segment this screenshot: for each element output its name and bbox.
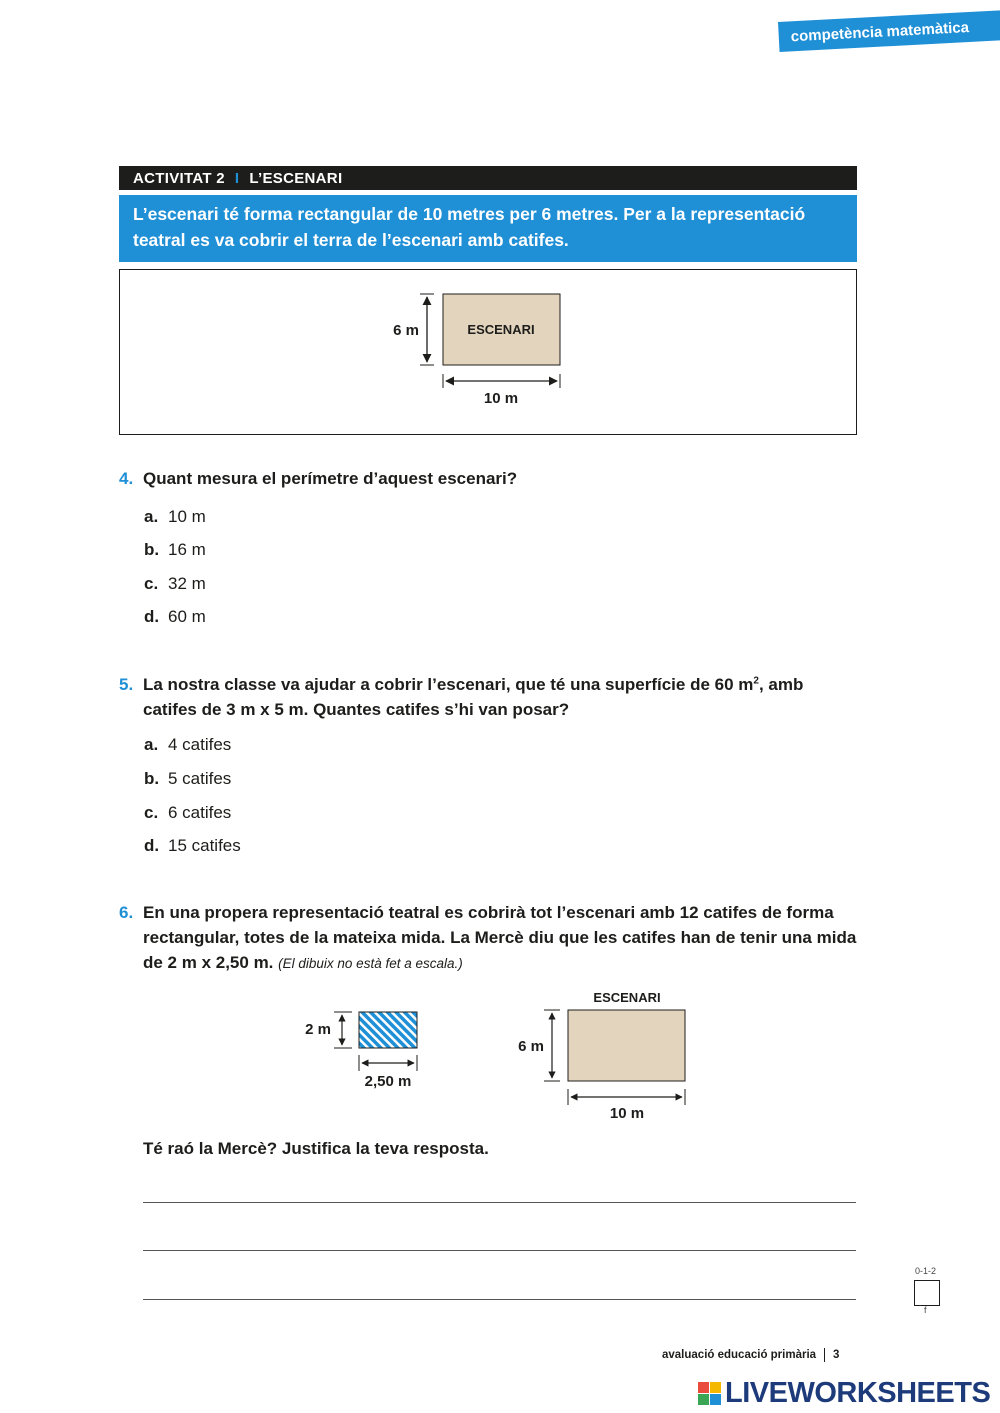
stage2-label: ESCENARI: [593, 990, 661, 1005]
q4-option-a[interactable]: a. 10 m: [144, 507, 206, 526]
question-6: [119, 900, 859, 976]
score-scale: 0-1-2: [915, 1266, 937, 1276]
width-label: 10 m: [483, 390, 519, 407]
stage2-rect: [568, 1010, 685, 1081]
activity-title: L’ESCENARI: [249, 169, 343, 187]
q5-option-c[interactable]: c. 6 catifes: [144, 803, 232, 822]
q4-option-c[interactable]: c. 32 m: [144, 574, 206, 593]
question-text: La nostra classe va ajudar a cobrir l’escenari, que té una superfície de 60 $m^2$, amb catifes de 3 m x 5 m. Quantes catifes s’hi van posar?: [143, 675, 804, 719]
carpet-width-label: 2,50 m: [364, 1073, 412, 1090]
question-4: [119, 466, 859, 491]
stage-figure: [120, 270, 856, 434]
q4-option-b[interactable]: b. 16 m: [144, 540, 206, 559]
q5-option-d[interactable]: d. 15 catifes: [144, 836, 241, 855]
answer-line-1[interactable]: [143, 1202, 856, 1203]
question-text: Quant mesura el perímetre d’aquest escenari?: [143, 469, 518, 488]
score-code: f: [924, 1305, 927, 1315]
competencia-tag: competència matemàtica: [778, 10, 1000, 52]
stage-label: ESCENARI: [467, 322, 535, 337]
stage2-height-label: 6 m: [518, 1038, 544, 1055]
q5-option-b[interactable]: b. 5 catifes: [144, 769, 232, 788]
intro-text: L’escenari té forma rectangular de 10 metres per 6 metres. Per a la representació teatral es va cobrir el terra de l’escenari amb catifes.: [119, 195, 857, 262]
q6-prompt: Té raó la Mercè? Justifica la teva resposta.: [143, 1139, 489, 1158]
question-number: 5.: [119, 675, 134, 694]
activity-header: [119, 166, 857, 190]
question-number: 4.: [119, 469, 134, 488]
height-label: 6 m: [393, 322, 419, 339]
carpet-and-stage-figure: [290, 985, 710, 1125]
footer-divider: [824, 1348, 825, 1362]
carpet-rect: [359, 1012, 417, 1048]
footer-text: avaluació educació primària: [662, 1349, 817, 1362]
q4-option-d[interactable]: d. 60 m: [144, 607, 206, 626]
answer-line-3[interactable]: [143, 1299, 856, 1300]
scale-note: (El dibuix no està fet a escala.): [278, 956, 463, 971]
activity-separator: I: [234, 169, 240, 187]
stage-figure-box: [119, 269, 857, 435]
q5-option-a[interactable]: a. 4 catifes: [144, 735, 232, 754]
question-text: En una propera representació teatral es cobrirà tot l’escenari amb 12 catifes de forma rectangular, totes de la mateixa mida. La Mercè diu que les catifes han de tenir una mida de 2 m x 2,50 m. (El dibuix no està fet a escala.): [143, 903, 857, 972]
liveworksheets-logo-icon: [698, 1382, 721, 1405]
activity-label: ACTIVITAT 2: [133, 169, 225, 187]
liveworksheets-brand: [698, 1378, 990, 1408]
carpet-height-label: 2 m: [305, 1021, 331, 1038]
question-number: 6.: [119, 903, 134, 922]
question-5: [119, 672, 859, 722]
page-number: 3: [833, 1349, 840, 1362]
stage2-width-label: 10 m: [609, 1105, 645, 1122]
brand-text: LIVEWORKSHEETS: [725, 1376, 991, 1409]
answer-line-2[interactable]: [143, 1250, 856, 1251]
footer: [662, 1348, 839, 1362]
score-box[interactable]: [914, 1280, 940, 1306]
